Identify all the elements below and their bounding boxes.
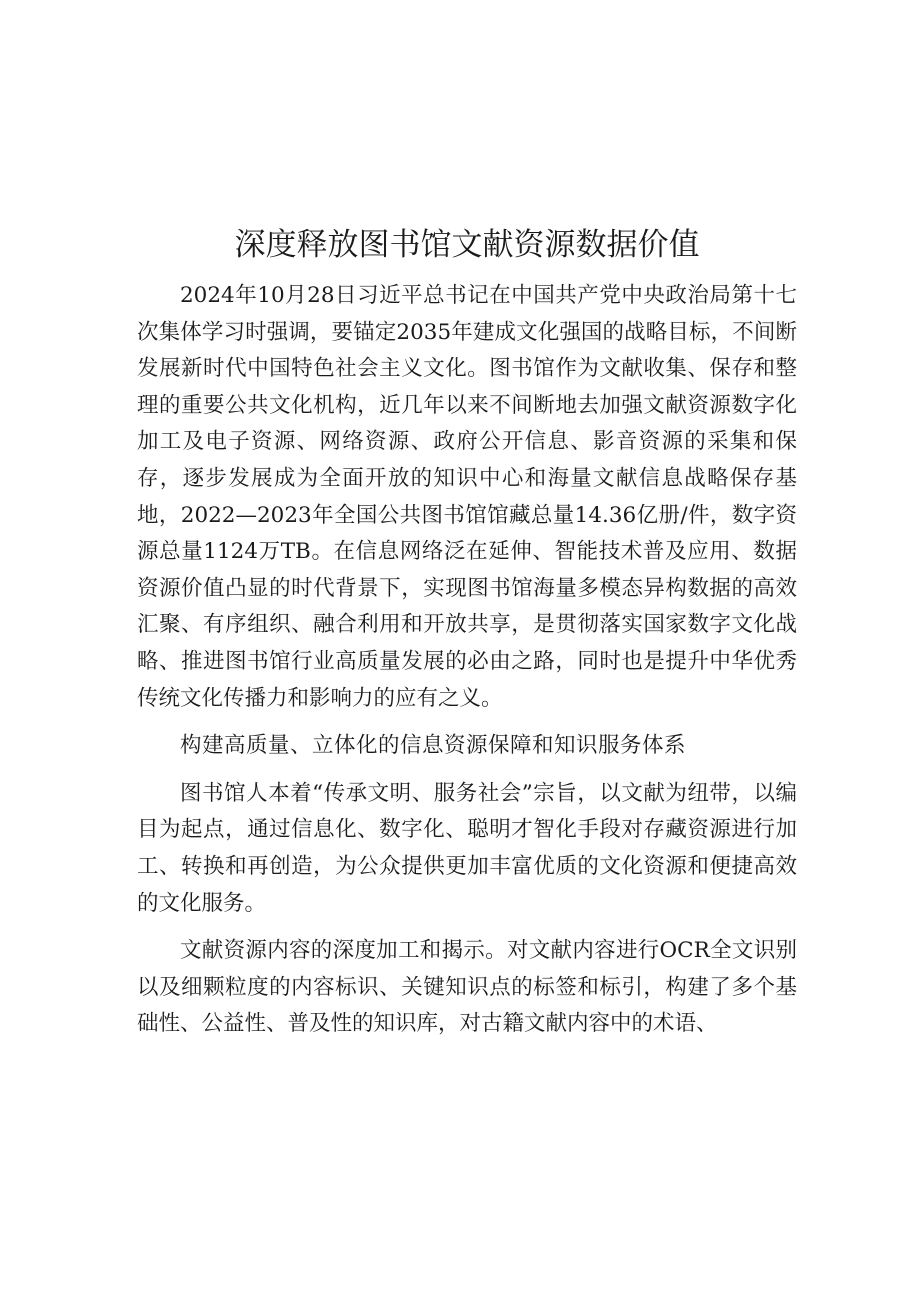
paragraph-intro: 2024年10月28日习近平总书记在中国共产党中央政治局第十七次集体学习时强调，要锚定2035年建成文化强国的战略目标，不间断发展新时代中国特色社会主义文化。图书馆作为文献收集、保存和整理的重要公共文化机构，近几年以来不间断地去加强文献资源数字化加工及电子资源、网络资源、政府公开信息、影音资源的采集和保存，逐步发展成为全面开放的知识中心和海量文献信息战略保存基地，2022—2023年全国公共图书馆馆藏总量14.36亿册/件，数字资源总量1124万TB。在信息网络泛在延伸、智能技术普及应用、数据资源价值凸显的时代背景下，实现图书馆海量多模态异构数据的高效汇聚、有序组织、融合利用和开放共享，是贯彻落实国家数字文化战略、推进图书馆行业高质量发展的必由之路，同时也是提升中华优秀传统文化传播力和影响力的应有之义。 <box>137 283 797 711</box>
paragraph-deep-processing: 文献资源内容的深度加工和揭示。对文献内容进行OCR全文识别以及细颗粒度的内容标识、关键知识点的标签和标引，构建了多个基础性、公益性、普及性的知识库，对古籍文献内容中的术语、 <box>137 938 797 1037</box>
paragraph-mission: 图书馆人本着“传承文明、服务社会”宗旨，以文献为纽带，以编目为起点，通过信息化、数字化、聪明才智化手段对存藏资源进行加工、转换和再创造，为公众提供更加丰富优质的文化资源和便捷高效的文化服务。 <box>137 780 797 916</box>
document-body <box>137 222 797 1043</box>
section-heading: 构建高质量、立体化的信息资源保障和知识服务体系 <box>180 733 687 759</box>
document-title: 深度释放图书馆文献资源数据价值 <box>234 227 700 263</box>
